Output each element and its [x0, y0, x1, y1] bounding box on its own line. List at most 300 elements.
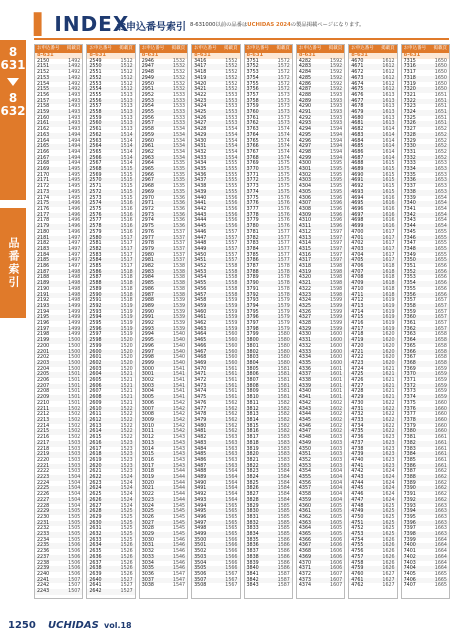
- page-ref: 1494: [68, 161, 81, 167]
- group-label: 8-631: [245, 53, 292, 59]
- page-ref: 1578: [277, 286, 290, 292]
- order-code: 3437: [194, 178, 207, 184]
- page-ref: 1553: [225, 104, 238, 110]
- order-code: 7357: [403, 298, 416, 304]
- page-ref: 1533: [172, 115, 186, 121]
- page-ref: 1514: [120, 138, 133, 144]
- page-ref: 1558: [225, 264, 238, 270]
- order-code: 4334: [298, 355, 312, 361]
- page-ref: 1521: [120, 378, 133, 384]
- page-ref: 1560: [225, 338, 238, 344]
- order-code: 3026: [141, 514, 154, 520]
- page-ref: 1513: [120, 104, 133, 110]
- index-column: [244, 44, 293, 599]
- page-ref: 1522: [120, 412, 133, 418]
- page-ref: 1522: [120, 423, 133, 429]
- order-code: 4705: [351, 258, 364, 264]
- page-ref: 1592: [330, 87, 343, 93]
- page-ref: 1577: [277, 246, 290, 252]
- page-ref: 1541: [172, 366, 186, 372]
- order-code: 2193: [37, 303, 50, 309]
- page-ref: 1566: [225, 560, 238, 566]
- page-ref: 1536: [172, 218, 186, 224]
- page-ref: 1653: [434, 161, 447, 167]
- order-code: 3751: [246, 58, 259, 64]
- order-code: 2596: [89, 326, 102, 332]
- page-ref: 1565: [225, 514, 238, 520]
- page-ref: 1543: [172, 440, 186, 446]
- page-ref: 1516: [120, 201, 133, 207]
- table-row[interactable]: [402, 583, 449, 589]
- order-code: 4735: [351, 429, 364, 435]
- order-code: 4332: [298, 343, 312, 349]
- order-code: 4298: [298, 149, 312, 155]
- page-ref: 1495: [68, 172, 81, 178]
- page-ref: 1507: [68, 583, 81, 589]
- order-code: 3822: [246, 463, 259, 469]
- order-code: 2214: [37, 423, 50, 429]
- order-code: 7342: [403, 212, 416, 218]
- page-ref: 1552: [225, 81, 238, 87]
- order-code: 2981: [141, 258, 154, 264]
- page-ref: 1599: [330, 315, 343, 321]
- page-ref: 1556: [225, 224, 238, 230]
- order-code: 3421: [194, 87, 207, 93]
- page-ref: 1559: [225, 326, 238, 332]
- page-ref: 1544: [172, 486, 186, 492]
- order-code: 2201: [37, 349, 50, 355]
- page-ref: 1605: [330, 532, 343, 538]
- page-ref: 1521: [120, 395, 133, 401]
- order-code: 2636: [89, 554, 102, 560]
- page-ref: 1603: [330, 440, 343, 446]
- order-code: 4692: [351, 184, 364, 190]
- order-code: 2215: [37, 429, 50, 435]
- page-ref: 1580: [277, 332, 290, 338]
- order-code: 2237: [37, 554, 50, 560]
- order-code: 7315: [403, 58, 416, 64]
- table-row[interactable]: [35, 589, 82, 595]
- order-code: 4695: [351, 201, 364, 207]
- order-code: 3485: [194, 452, 207, 458]
- order-code: 2994: [141, 332, 154, 338]
- note-brand: UCHIDAS 2024: [247, 22, 291, 28]
- order-code: 2194: [37, 309, 50, 315]
- page-ref: 1512: [120, 64, 133, 70]
- page-ref: 1595: [330, 167, 343, 173]
- order-code: 2196: [37, 321, 50, 327]
- order-code: 2592: [89, 303, 102, 309]
- page-ref: 1503: [68, 469, 81, 475]
- page-ref: 1565: [225, 520, 238, 526]
- page-ref: 1560: [225, 349, 238, 355]
- page-ref: 1593: [330, 92, 343, 98]
- order-code: 4712: [351, 298, 364, 304]
- page-ref: 1606: [330, 549, 343, 555]
- order-code: 4335: [298, 360, 312, 366]
- order-code: 7354: [403, 281, 416, 287]
- order-code: 3841: [246, 571, 259, 577]
- page-ref: 1519: [120, 303, 133, 309]
- page-ref: 1652: [434, 144, 447, 150]
- page-ref: 1513: [120, 127, 133, 133]
- page-ref: 1533: [172, 121, 186, 127]
- order-code: 3757: [246, 92, 259, 98]
- order-code: 7387: [403, 469, 416, 475]
- order-code: 2979: [141, 246, 154, 252]
- order-code: 3808: [246, 383, 259, 389]
- order-code: 4759: [351, 566, 364, 572]
- table-row[interactable]: [140, 583, 187, 589]
- page-ref: 1650: [434, 87, 447, 93]
- order-code: 4310: [298, 218, 312, 224]
- table-row[interactable]: [297, 583, 344, 589]
- order-code: 3755: [246, 81, 259, 87]
- order-code: 7355: [403, 286, 416, 292]
- order-code: 3830: [246, 509, 259, 515]
- page-ref: 1519: [120, 332, 133, 338]
- page-ref: 1654: [434, 206, 447, 212]
- page-ref: 1545: [172, 509, 186, 515]
- page-ref: 1579: [277, 326, 290, 332]
- order-code: 3821: [246, 457, 259, 463]
- order-code: 4369: [298, 554, 312, 560]
- page-ref: 1614: [382, 127, 395, 133]
- order-code: 3443: [194, 212, 207, 218]
- order-code: 3506: [194, 571, 207, 577]
- page-ref: 1580: [277, 338, 290, 344]
- order-code: 4291: [298, 110, 312, 116]
- page-ref: 1585: [277, 509, 290, 515]
- page-ref: 1618: [382, 264, 395, 270]
- table-row[interactable]: [192, 583, 239, 589]
- order-code: 2629: [89, 514, 102, 520]
- page-ref: 1561: [225, 378, 238, 384]
- page-ref: 1514: [120, 144, 133, 150]
- page-ref: 1563: [225, 457, 238, 463]
- page-ref: 1623: [382, 440, 395, 446]
- range-tab[interactable]: [0, 40, 26, 200]
- order-code: 3505: [194, 566, 207, 572]
- page-ref: 1553: [225, 121, 238, 127]
- page-ref: 1575: [277, 178, 290, 184]
- order-code: 3810: [246, 395, 259, 401]
- page-ref: 1561: [225, 383, 238, 389]
- page-ref: 1520: [120, 338, 133, 344]
- order-code: 3013: [141, 440, 154, 446]
- order-code: 3779: [246, 218, 259, 224]
- order-code: 2154: [37, 81, 50, 87]
- page-ref: 1652: [434, 149, 447, 155]
- order-code: 3815: [246, 423, 259, 429]
- page-ref: 1566: [225, 543, 238, 549]
- order-code: 2956: [141, 115, 154, 121]
- page-ref: 1663: [434, 520, 447, 526]
- order-code: 7334: [403, 167, 416, 173]
- header-page: 掲載頁: [276, 46, 290, 52]
- order-code: 3446: [194, 229, 207, 235]
- order-code: 7375: [403, 400, 416, 406]
- order-code: 3452: [194, 264, 207, 270]
- page-ref: 1594: [330, 155, 343, 161]
- page-ref: 1497: [68, 241, 81, 247]
- table-row[interactable]: [87, 589, 134, 595]
- order-code: 4307: [298, 201, 312, 207]
- page-ref: 1505: [68, 514, 81, 520]
- order-code: 3809: [246, 389, 259, 395]
- page-ref: 1554: [225, 155, 238, 161]
- order-code: 2181: [37, 235, 50, 241]
- order-code: 2172: [37, 184, 50, 190]
- page-ref: 1536: [172, 212, 186, 218]
- order-code: 4290: [298, 104, 312, 110]
- order-code: 4694: [351, 195, 364, 201]
- page-ref: 1655: [434, 246, 447, 252]
- page-ref: 1506: [68, 554, 81, 560]
- order-code: 7323: [403, 104, 416, 110]
- page-ref: 1542: [172, 429, 186, 435]
- page-ref: 1656: [434, 269, 447, 275]
- page-ref: 1580: [277, 343, 290, 349]
- order-code: 4284: [298, 70, 312, 76]
- order-code: 4289: [298, 98, 312, 104]
- page-ref: 1623: [382, 463, 395, 469]
- order-code: 2151: [37, 64, 50, 70]
- page-ref: 1620: [382, 332, 395, 338]
- page-ref: 1563: [225, 435, 238, 441]
- order-code: 3508: [194, 583, 207, 589]
- order-code: 3444: [194, 218, 207, 224]
- order-code: 2188: [37, 275, 50, 281]
- page-ref: 1532: [172, 58, 186, 64]
- order-code: 2624: [89, 486, 102, 492]
- order-code: 3424: [194, 104, 207, 110]
- order-code: 3497: [194, 520, 207, 526]
- page-ref: 1583: [277, 463, 290, 469]
- order-code: 4733: [351, 418, 364, 423]
- page-ref: 1539: [172, 321, 186, 327]
- order-code: 3799: [246, 332, 259, 338]
- page-ref: 1541: [172, 389, 186, 395]
- order-code: 2595: [89, 321, 102, 327]
- order-code: 3015: [141, 452, 154, 458]
- order-code: 2999: [141, 360, 154, 366]
- table-row[interactable]: [245, 583, 292, 589]
- order-code: 2218: [37, 446, 50, 452]
- page-ref: 1622: [382, 412, 395, 418]
- page-ref: 1622: [382, 429, 395, 435]
- order-code: 4372: [298, 571, 312, 577]
- page-ref: 1552: [225, 87, 238, 93]
- order-code: 2987: [141, 292, 154, 298]
- order-code: 3027: [141, 520, 154, 526]
- order-code: 3480: [194, 423, 207, 429]
- page-ref: 1546: [172, 566, 186, 572]
- group-label: 8-631: [140, 53, 187, 59]
- order-code: 2615: [89, 435, 102, 441]
- page-ref: 1614: [382, 149, 395, 155]
- page-ref: 1665: [434, 583, 447, 589]
- page-ref: 1534: [172, 127, 186, 133]
- order-code: 3811: [246, 400, 259, 406]
- order-code: 4314: [298, 241, 312, 247]
- page-ref: 1493: [68, 127, 81, 133]
- order-code: 2223: [37, 475, 50, 481]
- order-code: 7396: [403, 520, 416, 526]
- page-ref: 1659: [434, 395, 447, 401]
- group-label: 8-631: [87, 53, 134, 59]
- order-code: 3498: [194, 526, 207, 532]
- order-code: 3767: [246, 149, 259, 155]
- order-code: 3471: [194, 372, 207, 378]
- page-ref: 1600: [330, 360, 343, 366]
- order-code: 4699: [351, 224, 364, 230]
- page-ref: 1600: [330, 332, 343, 338]
- order-code: 2946: [141, 58, 154, 64]
- page-ref: 1621: [382, 378, 395, 384]
- order-code: 4338: [298, 378, 312, 384]
- page-ref: 1621: [382, 389, 395, 395]
- order-code: 2594: [89, 315, 102, 321]
- page-ref: 1581: [277, 378, 290, 384]
- page-ref: 1564: [225, 486, 238, 492]
- page-ref: 1559: [225, 298, 238, 304]
- order-code: 4292: [298, 115, 312, 121]
- page-ref: 1532: [172, 70, 186, 76]
- page-ref: 1543: [172, 457, 186, 463]
- order-code: 7364: [403, 338, 416, 344]
- page-ref: 1500: [68, 343, 81, 349]
- page-ref: 1554: [225, 127, 238, 133]
- order-code: 4302: [298, 172, 312, 178]
- order-code: 4356: [298, 480, 312, 486]
- order-code: 7372: [403, 383, 416, 389]
- group-label: 8-631: [297, 53, 344, 59]
- order-code: 2958: [141, 127, 154, 133]
- page-ref: 1599: [330, 321, 343, 327]
- page-ref: 1547: [172, 583, 186, 589]
- page-ref: 1601: [330, 395, 343, 401]
- order-code: 2195: [37, 315, 50, 321]
- order-code: 3002: [141, 378, 154, 384]
- page-ref: 1612: [382, 70, 395, 76]
- order-code: 4688: [351, 161, 364, 167]
- order-code: 2187: [37, 269, 50, 275]
- page-ref: 1651: [434, 98, 447, 104]
- order-code: 4347: [298, 429, 312, 435]
- page-ref: 1618: [382, 292, 395, 298]
- page-ref: 1655: [434, 241, 447, 247]
- order-code: 4682: [351, 127, 364, 133]
- page-ref: 1542: [172, 418, 186, 423]
- page-ref: 1585: [277, 526, 290, 532]
- order-code: 7362: [403, 326, 416, 332]
- page-ref: 1606: [330, 537, 343, 543]
- order-code: 2619: [89, 457, 102, 463]
- page-ref: 1496: [68, 229, 81, 235]
- page-ref: 1520: [120, 360, 133, 366]
- order-code: 3448: [194, 241, 207, 247]
- order-code: 3023: [141, 497, 154, 503]
- order-code: 3012: [141, 435, 154, 441]
- page-ref: 1524: [120, 503, 133, 509]
- order-code: 3454: [194, 275, 207, 281]
- order-code: 3419: [194, 75, 207, 81]
- page-ref: 1523: [120, 446, 133, 452]
- page-ref: 1664: [434, 560, 447, 566]
- page-ref: 1615: [382, 161, 395, 167]
- page-ref: 1661: [434, 457, 447, 463]
- order-code: 3464: [194, 332, 207, 338]
- page-ref: 1555: [225, 161, 238, 167]
- order-code: 4358: [298, 492, 312, 498]
- page-ref: 1527: [120, 589, 133, 595]
- page-ref: 1516: [120, 218, 133, 224]
- header-page: 掲載頁: [328, 46, 343, 52]
- order-code: 2631: [89, 526, 102, 532]
- order-code: 4316: [298, 252, 312, 258]
- page-ref: 1625: [382, 503, 395, 509]
- order-code: 7348: [403, 246, 416, 252]
- order-code: 2224: [37, 480, 50, 486]
- page-ref: 1492: [68, 87, 81, 93]
- order-code: 3441: [194, 201, 207, 207]
- order-code: 7366: [403, 349, 416, 355]
- order-code: 4722: [351, 355, 364, 361]
- page-ref: 1584: [277, 492, 290, 498]
- order-code: 2972: [141, 206, 154, 212]
- order-code: 7390: [403, 486, 416, 492]
- note-pre: 8-631000以前の品番は: [190, 22, 248, 28]
- order-code: 2208: [37, 389, 50, 395]
- side-section-label: 品番索引: [0, 208, 26, 318]
- page-ref: 1602: [330, 406, 343, 412]
- page-ref: 1601: [330, 366, 343, 372]
- order-code: 2225: [37, 486, 50, 492]
- page-ref: 1499: [68, 326, 81, 332]
- order-code: 3835: [246, 537, 259, 543]
- page-ref: 1520: [120, 355, 133, 361]
- page-ref: 1595: [330, 172, 343, 178]
- order-code: 3784: [246, 246, 259, 252]
- table-row[interactable]: [349, 583, 396, 589]
- order-code: 2179: [37, 224, 50, 230]
- header-code: お申込番号: [194, 46, 217, 52]
- page-ref: 1534: [172, 132, 186, 138]
- order-code: 2976: [141, 229, 154, 235]
- order-code: 7345: [403, 229, 416, 235]
- page-ref: 1655: [434, 252, 447, 258]
- order-code: 7400: [403, 543, 416, 549]
- order-code: 3800: [246, 338, 259, 344]
- order-code: 2959: [141, 132, 154, 138]
- page-ref: 1662: [434, 492, 447, 498]
- order-code: 3006: [141, 400, 154, 406]
- page-ref: 1573: [277, 115, 290, 121]
- order-code: 7380: [403, 429, 416, 435]
- page-ref: 1539: [172, 326, 186, 332]
- page-ref: 1537: [172, 246, 186, 252]
- page-ref: 1617: [382, 246, 395, 252]
- page-ref: 1606: [330, 543, 343, 549]
- page-ref: 1653: [434, 172, 447, 178]
- page-ref: 1506: [68, 549, 81, 555]
- page-ref: 1527: [120, 577, 133, 583]
- page-ref: 1601: [330, 383, 343, 389]
- page-ref: 1572: [277, 81, 290, 87]
- order-code: 2550: [89, 64, 102, 70]
- page-ref: 1565: [225, 509, 238, 515]
